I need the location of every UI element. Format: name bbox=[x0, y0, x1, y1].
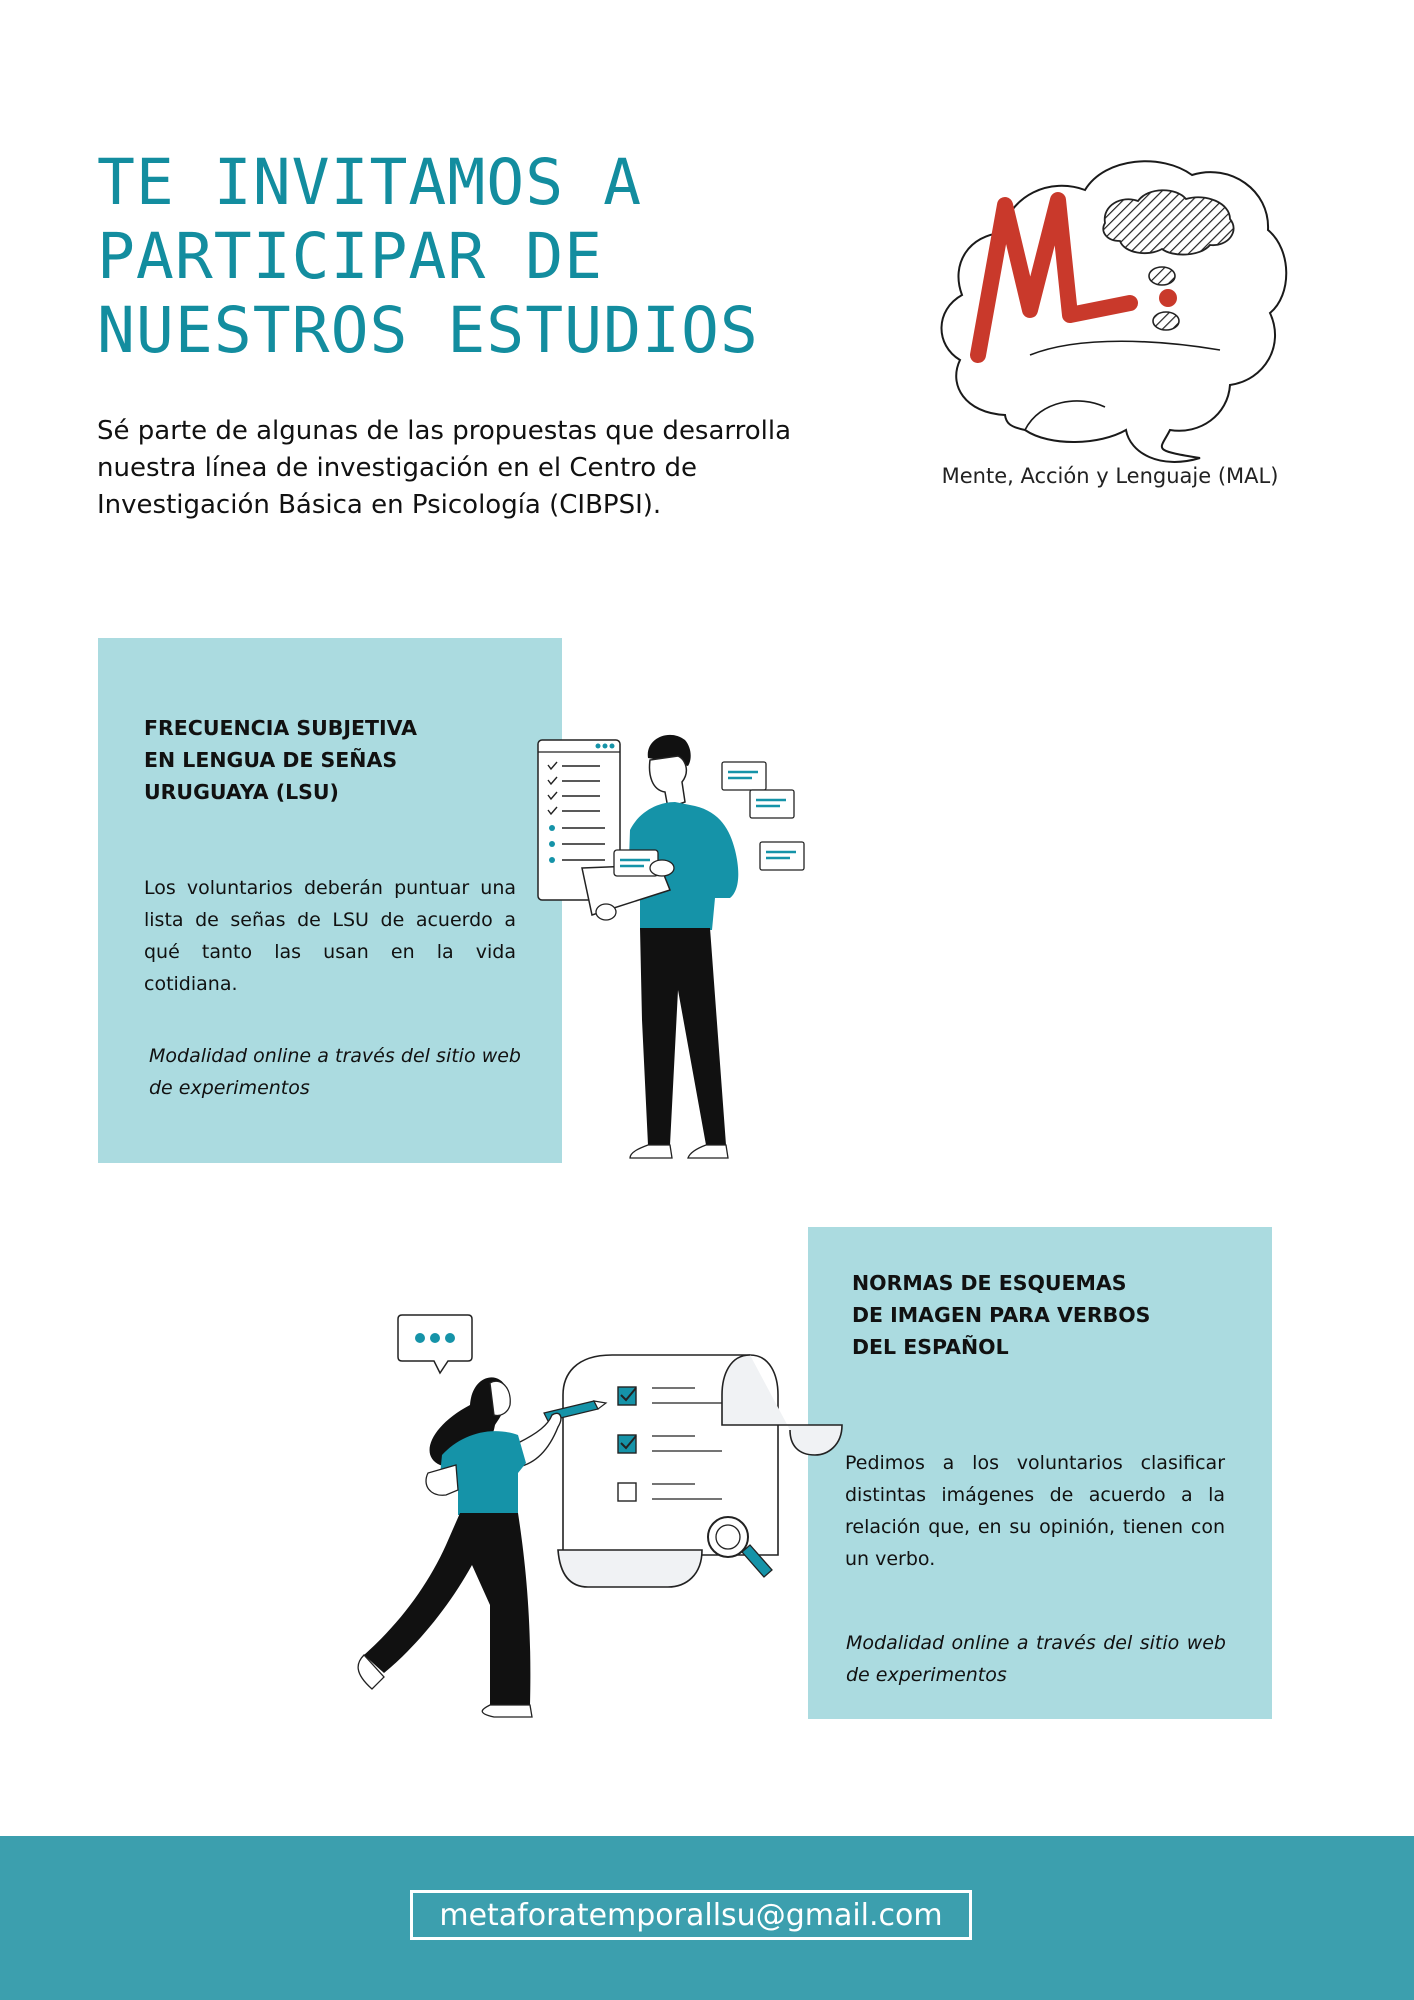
man-with-checklist-illustration-icon bbox=[530, 720, 820, 1170]
contact-email-link[interactable]: metaforatemporallsu@gmail.com bbox=[410, 1890, 972, 1940]
study-description: Los voluntarios deberán puntuar una lista de señas de LSU de acuerdo a qué tanto las usan en la vida cotidiana. bbox=[144, 877, 516, 995]
study-title-line: NORMAS DE ESQUEMAS bbox=[852, 1271, 1127, 1295]
title-line: NUESTROS ESTUDIOS bbox=[97, 294, 759, 367]
logo-caption: Mente, Acción y Lenguaje (MAL) bbox=[941, 464, 1279, 488]
study-card-image-schemas bbox=[808, 1227, 1272, 1719]
study-title-line: DE IMAGEN PARA VERBOS bbox=[852, 1303, 1151, 1327]
study-title bbox=[144, 712, 417, 808]
title-line: PARTICIPAR DE bbox=[97, 220, 604, 293]
woman-with-scroll-illustration-icon bbox=[350, 1305, 845, 1725]
study-modality: Modalidad online a través del sitio web de experimentos bbox=[846, 1632, 1226, 1686]
study-title bbox=[852, 1267, 1150, 1363]
study-title-line: DEL ESPAÑOL bbox=[852, 1335, 1009, 1359]
page-title bbox=[97, 146, 857, 368]
title-line: TE INVITAMOS A bbox=[97, 146, 643, 219]
study-card-lsu-frequency bbox=[98, 638, 562, 1163]
intro-paragraph: Sé parte de algunas de las propuestas que desarrolla nuestra línea de investigación en el Centro de Investigación Básica en Psicología (CIBPSI). bbox=[97, 416, 792, 520]
study-title-line: URUGUAYA (LSU) bbox=[144, 780, 339, 804]
study-modality: Modalidad online a través del sitio web de experimentos bbox=[149, 1045, 521, 1099]
study-title-line: FRECUENCIA SUBJETIVA bbox=[144, 716, 417, 740]
study-description: Pedimos a los voluntarios clasificar distintas imágenes de acuerdo a la relación que, en su opinión, tienen con un verbo. bbox=[845, 1452, 1225, 1570]
study-title-line: EN LENGUA DE SEÑAS bbox=[144, 748, 398, 772]
footer-bar bbox=[0, 1836, 1414, 2000]
mal-logo-icon bbox=[930, 145, 1290, 515]
